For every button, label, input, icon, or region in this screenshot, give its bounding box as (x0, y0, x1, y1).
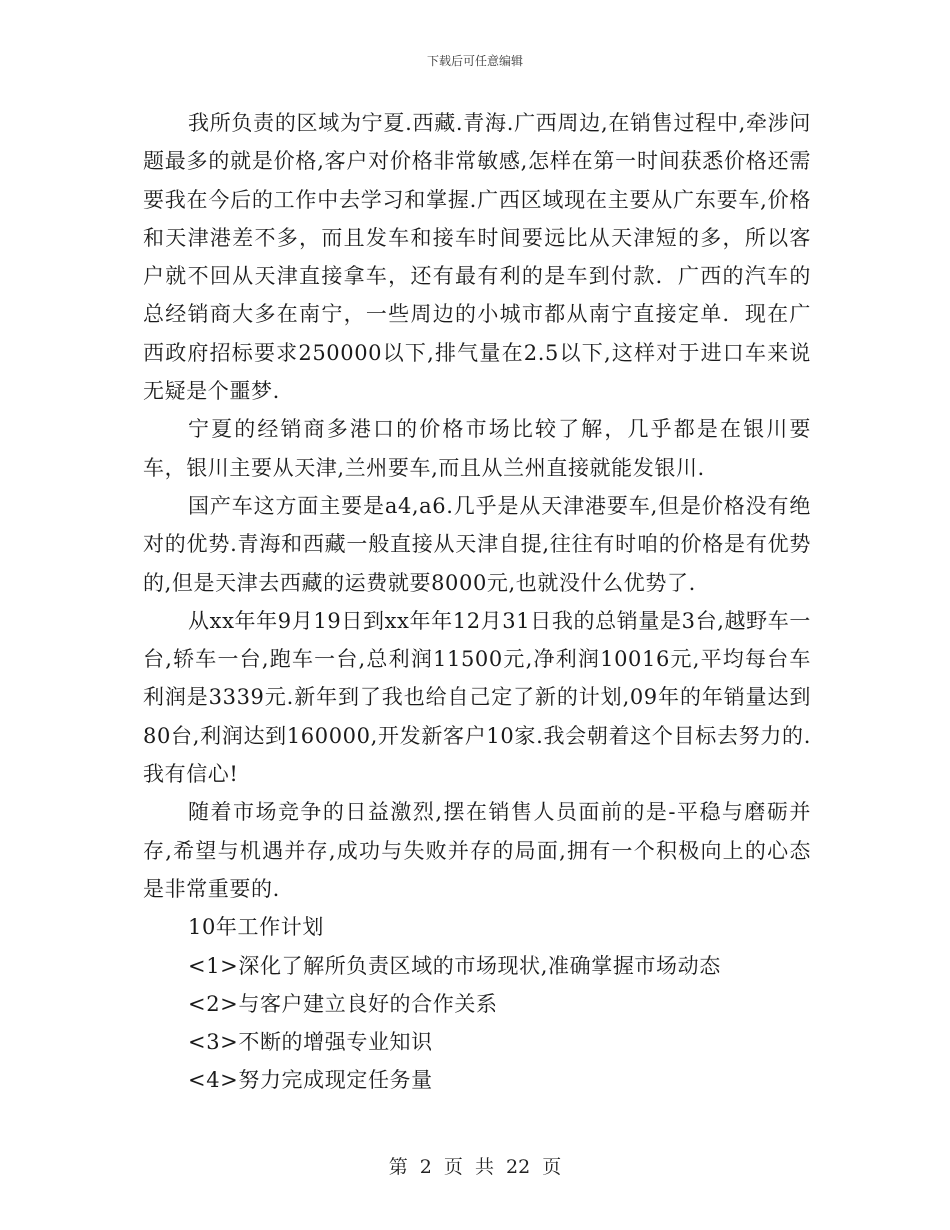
plan-item-3: <3>不断的增强专业知识 (188, 1030, 433, 1055)
paragraph-ningxia: 宁夏的经销商多港口的价格市场比较了解，几乎都是在银川要车，银川主要从天津,兰州要车,而且从兰州直接就能发银川. (143, 417, 811, 480)
page-number: 第 2 页 共 22 页 (388, 1156, 562, 1178)
paragraph-regions: 我所负责的区域为宁夏.西藏.青海.广西周边,在销售过程中,牵涉问题最多的就是价格,客户对价格非常敏感,怎样在第一时间获悉价格还需要我在今后的工作中去学习和掌握.广西区域现在主要从广东要车,价格和天津港差不多，而且发车和接车时间要远比从天津短的多，所以客户就不回从天津直接拿车，还有最有利的是车到付款．广西的汽车的总经销商大多在南宁，一些周边的小城市都从南宁直接定单．现在广西政府招标要求250000以下,排气量在2.5以下,这样对于进口车来说无疑是个噩梦. (143, 111, 811, 404)
paragraph-domestic-cars: 国产车这方面主要是a4,a6.几乎是从天津港要车,但是价格没有绝对的优势.青海和西藏一般直接从天津自提,往往有时咱的价格是有优势的,但是天津去西藏的运费就要8000元,也就没什么优势了. (143, 493, 811, 595)
plan-item-4: <4>努力完成现定任务量 (188, 1068, 433, 1093)
paragraph-sales-summary: 从xx年年9月19日到xx年年12月31日我的总销量是3台,越野车一台,轿车一台,跑车一台,总利润11500元,净利润10016元,平均每台车利润是3339元.新年到了我也给自己定了新的计划,09年的年销量达到80台,利润达到160000,开发新客户10家.我会朝着这个目标去努力的.我有信心! (143, 608, 811, 787)
plan-item-1: <1>深化了解所负责区域的市场现状,准确掌握市场动态 (188, 953, 721, 978)
plan-title: 10年工作计划 (188, 915, 324, 940)
paragraph-market-competition: 随着市场竞争的日益激烈,摆在销售人员面前的是-平稳与磨砺并存,希望与机遇并存,成功与失败并存的局面,拥有一个积极向上的心态是非常重要的. (143, 800, 811, 901)
document-body (143, 104, 811, 1100)
plan-item-2: <2>与客户建立良好的合作关系 (188, 991, 498, 1016)
page-header-note: 下载后可任意编辑 (426, 54, 523, 68)
